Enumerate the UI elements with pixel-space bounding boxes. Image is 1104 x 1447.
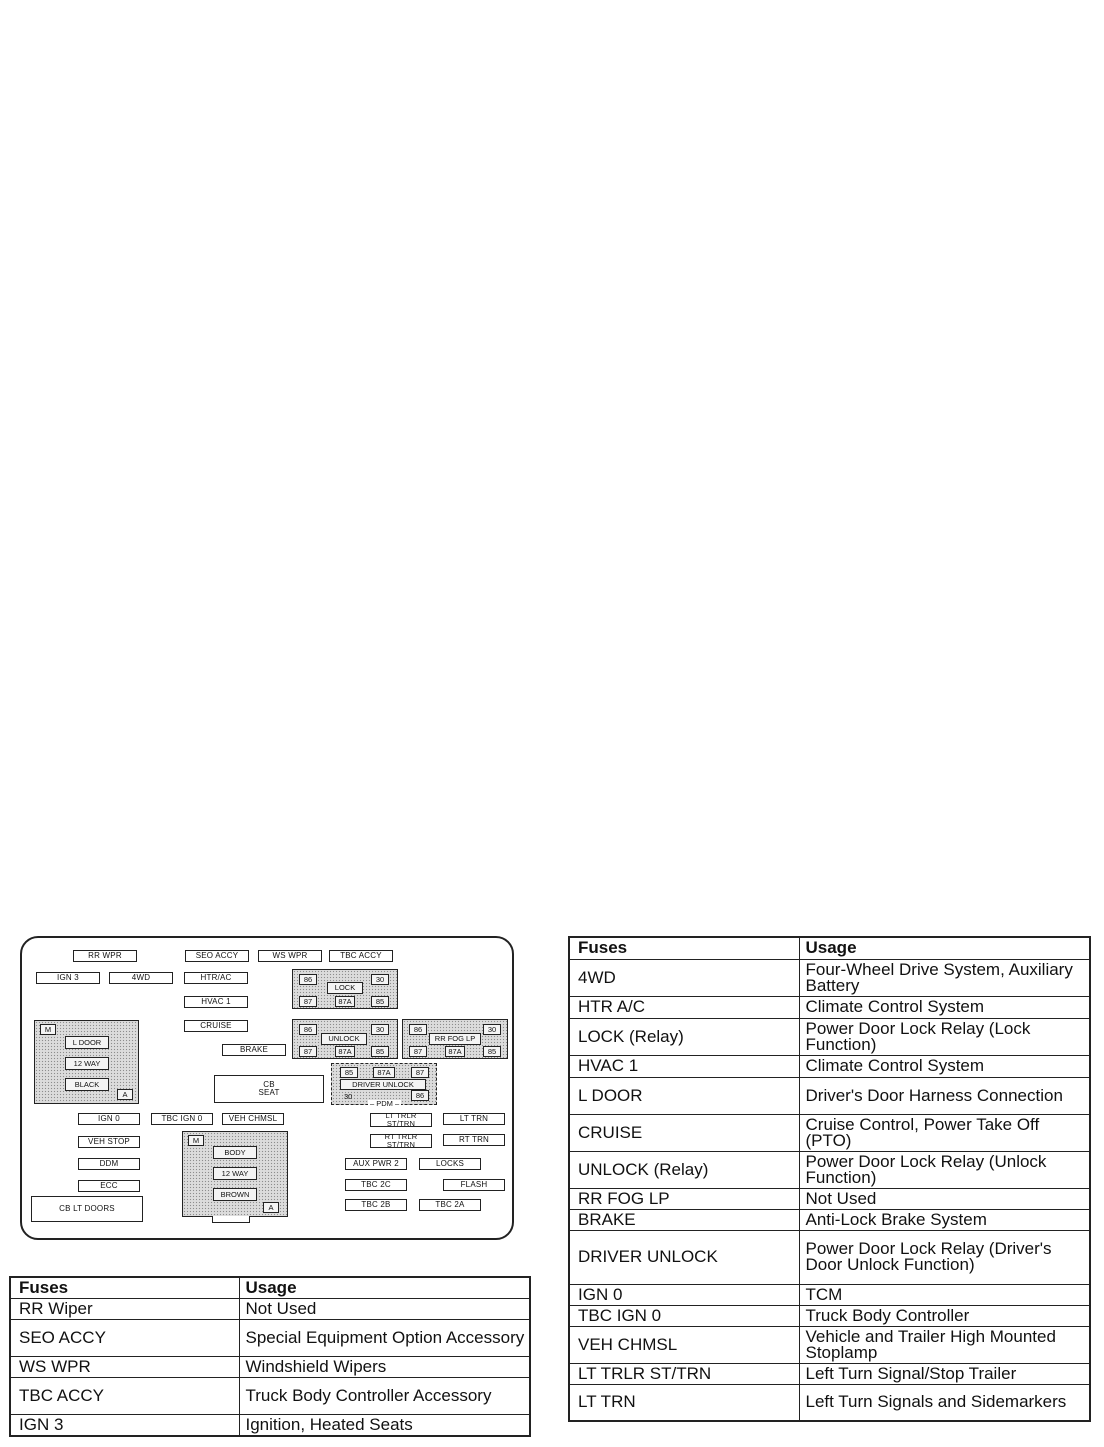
center-block-tab <box>212 1216 250 1223</box>
center-block-12-way: 12 WAY <box>213 1167 257 1180</box>
fuse-usage: TCM <box>799 1284 1090 1305</box>
relay-lock-terminal-86: 86 <box>299 974 317 985</box>
table-row <box>569 1209 1090 1230</box>
table-row <box>569 1230 1090 1284</box>
fuse-name: LT TRN <box>569 1384 799 1421</box>
fuse-ddm: DDM <box>78 1158 140 1170</box>
relay-rr-fog-terminal-86: 86 <box>409 1024 427 1035</box>
relay-lock-terminal-87a: 87A <box>335 996 355 1007</box>
fuse-usage: Driver's Door Harness Connection <box>799 1077 1090 1114</box>
fuse-4wd: 4WD <box>109 972 173 984</box>
relay-driver-unlock-terminal-85: 85 <box>340 1067 358 1078</box>
fuse-usage: Cruise Control, Power Take Off (PTO) <box>799 1114 1090 1151</box>
fuse-ign3: IGN 3 <box>36 972 100 984</box>
relay-rr-fog-lp <box>402 1019 508 1059</box>
fuse-name: RR Wiper <box>10 1299 239 1320</box>
fuse-usage-table-right <box>568 936 1091 1422</box>
fuse-aux-pwr2: AUX PWR 2 <box>345 1158 407 1170</box>
table-row <box>569 1305 1090 1326</box>
table-row <box>10 1415 530 1437</box>
fuse-htr-ac: HTR/AC <box>184 972 248 984</box>
relay-unlock-terminal-87a: 87A <box>335 1046 355 1057</box>
fuse-usage: Truck Body Controller <box>799 1305 1090 1326</box>
fuse-ign0: IGN 0 <box>78 1113 140 1125</box>
center-connector-block <box>182 1131 288 1217</box>
left-block-a: A <box>117 1089 133 1100</box>
fuse-name: 4WD <box>569 959 799 996</box>
table-row <box>10 1320 530 1357</box>
relay-unlock-terminal-30: 30 <box>371 1024 389 1035</box>
pdm-label: PDM <box>376 1099 393 1108</box>
column-header-usage: Usage <box>799 937 1090 959</box>
fuse-usage: Truck Body Controller Accessory <box>239 1378 530 1415</box>
table-row <box>569 1284 1090 1305</box>
relay-driver-unlock-terminal-87a: 87A <box>373 1067 395 1078</box>
relay-driver-unlock-label: DRIVER UNLOCK <box>340 1079 426 1090</box>
fuse-usage: Not Used <box>239 1299 530 1320</box>
table-header-row <box>10 1277 530 1299</box>
table-row <box>10 1378 530 1415</box>
table-row <box>569 959 1090 996</box>
column-header-fuses: Fuses <box>569 937 799 959</box>
table-row <box>569 1326 1090 1363</box>
fuse-usage: Anti-Lock Brake System <box>799 1209 1090 1230</box>
fuse-ecc: ECC <box>78 1180 140 1192</box>
center-block-body: BODY <box>213 1146 257 1159</box>
fuse-name: UNLOCK (Relay) <box>569 1151 799 1188</box>
fuse-tbc-accy: TBC ACCY <box>329 950 393 962</box>
fuse-usage: Not Used <box>799 1188 1090 1209</box>
relay-lock-terminal-87: 87 <box>299 996 317 1007</box>
relay-driver-unlock-terminal-30: 30 <box>344 1092 353 1101</box>
fuse-lt-trn: LT TRN <box>443 1113 505 1125</box>
fuse-brake: BRAKE <box>222 1044 286 1056</box>
center-block-a: A <box>263 1202 279 1213</box>
fuse-name: LT TRLR ST/TRN <box>569 1363 799 1384</box>
fuse-name: RR FOG LP <box>569 1188 799 1209</box>
fuse-usage: Climate Control System <box>799 1055 1090 1077</box>
column-header-usage: Usage <box>239 1277 530 1299</box>
relay-rr-fog-label: RR FOG LP <box>429 1033 481 1045</box>
table-row <box>10 1299 530 1320</box>
table-header-row <box>569 937 1090 959</box>
fuse-ws-wpr: WS WPR <box>258 950 322 962</box>
center-block-brown: BROWN <box>213 1188 257 1201</box>
fuse-name: DRIVER UNLOCK <box>569 1230 799 1284</box>
table-row <box>569 1188 1090 1209</box>
fuse-name: HVAC 1 <box>569 1055 799 1077</box>
circuit-breaker-lt-doors: CB LT DOORS <box>31 1196 143 1222</box>
fuse-rt-trlr-st-trn: RT TRLR ST/TRN <box>370 1134 432 1148</box>
table-row <box>569 996 1090 1018</box>
fuse-usage: Climate Control System <box>799 996 1090 1018</box>
fuse-usage-table-left <box>9 1276 531 1437</box>
fuse-cruise: CRUISE <box>184 1020 248 1032</box>
relay-driver-unlock-terminal-86: 86 <box>411 1090 429 1101</box>
fuse-name: HTR A/C <box>569 996 799 1018</box>
fuse-usage: Vehicle and Trailer High Mounted Stoplamp <box>799 1326 1090 1363</box>
table-row <box>569 1114 1090 1151</box>
left-block-m: M <box>40 1024 56 1035</box>
column-header-fuses: Fuses <box>10 1277 239 1299</box>
fuse-rt-trn: RT TRN <box>443 1134 505 1146</box>
left-block-12-way: 12 WAY <box>65 1057 109 1070</box>
fuse-name: LOCK (Relay) <box>569 1018 799 1055</box>
table-row <box>569 1018 1090 1055</box>
relay-driver-unlock-pdm: – PDM – <box>370 1099 400 1108</box>
relay-rr-fog-terminal-85: 85 <box>483 1046 501 1057</box>
relay-unlock-terminal-85: 85 <box>371 1046 389 1057</box>
relay-unlock-terminal-87: 87 <box>299 1046 317 1057</box>
table-row <box>569 1151 1090 1188</box>
relay-lock-terminal-85: 85 <box>371 996 389 1007</box>
fuse-tbc-2b: TBC 2B <box>345 1199 407 1211</box>
left-connector-block <box>34 1020 139 1104</box>
fuse-tbc-ign0: TBC IGN 0 <box>151 1113 213 1125</box>
fuse-tbc-2a: TBC 2A <box>419 1199 481 1211</box>
relay-rr-fog-terminal-87: 87 <box>409 1046 427 1057</box>
fuse-usage: Special Equipment Option Accessory <box>239 1320 530 1357</box>
table-row <box>569 1077 1090 1114</box>
table-row <box>10 1357 530 1378</box>
fuse-seo-accy: SEO ACCY <box>185 950 249 962</box>
left-block-black: BLACK <box>65 1078 109 1091</box>
relay-unlock <box>292 1019 398 1059</box>
fuse-name: IGN 3 <box>10 1415 239 1437</box>
center-block-m: M <box>188 1135 204 1146</box>
fuse-name: L DOOR <box>569 1077 799 1114</box>
fuse-name: CRUISE <box>569 1114 799 1151</box>
fuse-veh-chmsl: VEH CHMSL <box>222 1113 284 1125</box>
table-row <box>569 1055 1090 1077</box>
fuse-rr-wpr: RR WPR <box>73 950 137 962</box>
fuse-usage: Left Turn Signals and Sidemarkers <box>799 1384 1090 1421</box>
fuse-name: VEH CHMSL <box>569 1326 799 1363</box>
fuse-hvac1: HVAC 1 <box>184 996 248 1008</box>
relay-driver-unlock-terminal-87: 87 <box>411 1067 429 1078</box>
relay-lock-label: LOCK <box>327 982 363 994</box>
fuse-usage: Windshield Wipers <box>239 1357 530 1378</box>
fuse-veh-stop: VEH STOP <box>78 1136 140 1148</box>
table-row <box>569 1363 1090 1384</box>
relay-unlock-label: UNLOCK <box>321 1033 367 1045</box>
fuse-usage: Left Turn Signal/Stop Trailer <box>799 1363 1090 1384</box>
fuse-usage: Power Door Lock Relay (Driver's Door Unlock Function) <box>799 1230 1090 1284</box>
left-block-l-door: L DOOR <box>65 1036 109 1049</box>
fuse-usage: Power Door Lock Relay (Unlock Function) <box>799 1151 1090 1188</box>
fuse-block-diagram <box>20 936 514 1240</box>
relay-driver-unlock <box>331 1063 437 1108</box>
fuse-flash: FLASH <box>443 1179 505 1191</box>
fuse-usage: Four-Wheel Drive System, Auxiliary Battery <box>799 959 1090 996</box>
relay-lock-terminal-30: 30 <box>371 974 389 985</box>
relay-unlock-terminal-86: 86 <box>299 1024 317 1035</box>
fuse-locks: LOCKS <box>419 1158 481 1170</box>
fuse-usage: Power Door Lock Relay (Lock Function) <box>799 1018 1090 1055</box>
relay-lock <box>292 969 398 1009</box>
relay-rr-fog-terminal-30: 30 <box>483 1024 501 1035</box>
table-row <box>569 1384 1090 1421</box>
fuse-name: WS WPR <box>10 1357 239 1378</box>
fuse-name: IGN 0 <box>569 1284 799 1305</box>
fuse-usage: Ignition, Heated Seats <box>239 1415 530 1437</box>
fuse-name: TBC ACCY <box>10 1378 239 1415</box>
relay-rr-fog-terminal-87a: 87A <box>445 1046 465 1057</box>
fuse-name: SEO ACCY <box>10 1320 239 1357</box>
fuse-name: BRAKE <box>569 1209 799 1230</box>
circuit-breaker-seat: CB SEAT <box>214 1075 324 1103</box>
fuse-tbc-2c: TBC 2C <box>345 1179 407 1191</box>
fuse-lt-trlr-st-trn: LT TRLR ST/TRN <box>370 1113 432 1127</box>
fuse-name: TBC IGN 0 <box>569 1305 799 1326</box>
